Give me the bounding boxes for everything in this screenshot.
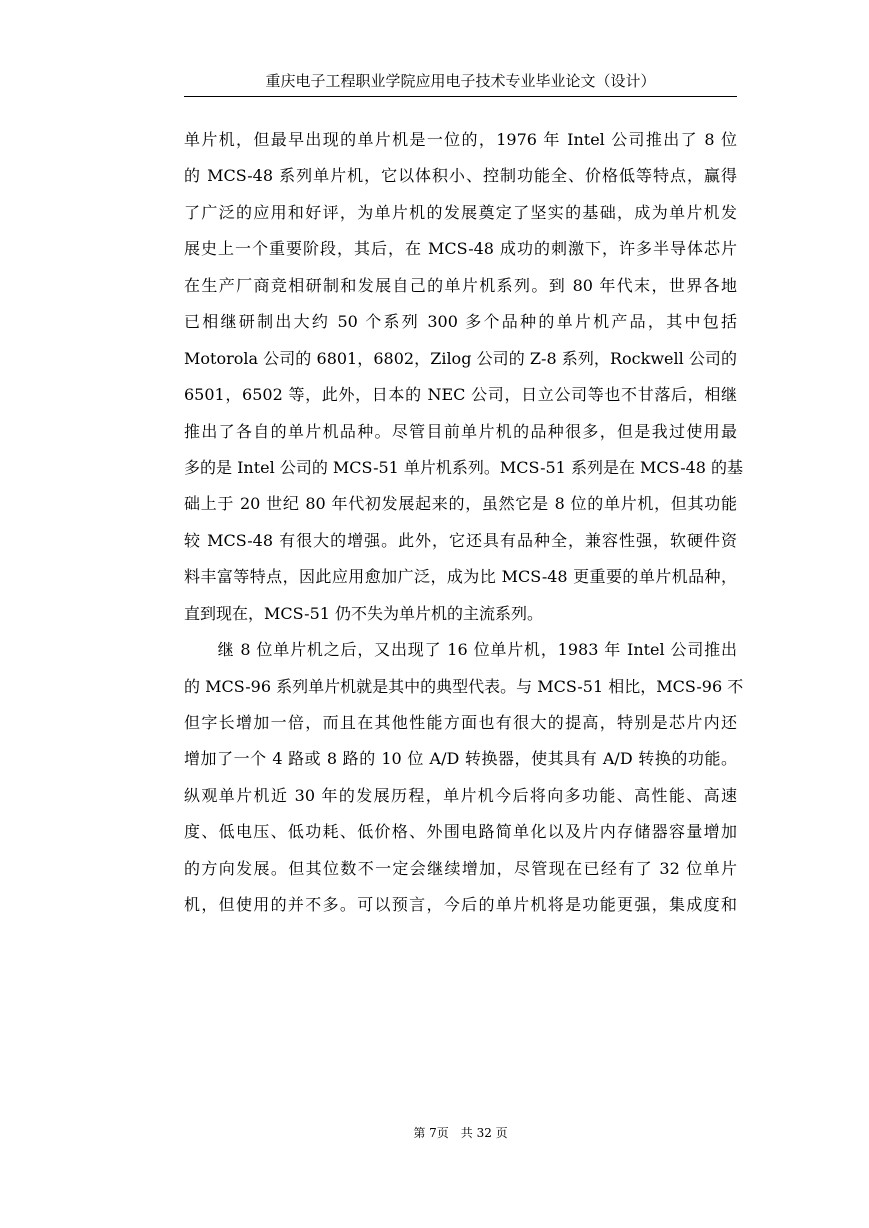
- text-line: 纵观单片机近 30 年的发展历程，单片机今后将向多功能、高性能、高速: [184, 785, 737, 805]
- text-line: 机，但使用的并不多。可以预言，今后的单片机将是功能更强，集成度和: [184, 895, 737, 915]
- body-text: [184, 122, 744, 924]
- page-number: 第 7页 共 32 页: [413, 1126, 508, 1140]
- page-footer: [184, 1124, 737, 1142]
- page-header: [184, 70, 737, 97]
- text-line: 展史上一个重要阶段，其后，在 MCS-48 成功的刺激下，许多半导体芯片: [184, 239, 737, 259]
- text-line: Motorola 公司的 6801，6802，Zilog 公司的 Z-8 系列，Rockwell 公司的: [184, 348, 737, 368]
- text-line: 增加了一个 4 路或 8 路的 10 位 A/D 转换器，使其具有 A/D 转换的功能。: [184, 749, 737, 769]
- text-line: 推出了各自的单片机品种。尽管目前单片机的品种很多，但是我过使用最: [184, 421, 737, 441]
- text-line: 的 MCS-48 系列单片机，它以体积小、控制功能全、价格低等特点，赢得: [184, 166, 737, 186]
- text-line: 单片机，但最早出现的单片机是一位的，1976 年 Intel 公司推出了 8 位: [184, 130, 737, 149]
- text-line: 已相继研制出大约 50 个系列 300 多个品种的单片机产品，其中包括: [184, 312, 737, 332]
- text-line: 多的是 Intel 公司的 MCS-51 单片机系列。MCS-51 系列是在 MCS-48 的基: [184, 457, 744, 477]
- text-line: 继 8 位单片机之后，又出现了 16 位单片机，1983 年 Intel 公司推出: [184, 640, 737, 660]
- text-line: 的 MCS-96 系列单片机就是其中的典型代表。与 MCS-51 相比，MCS-96 不: [184, 676, 744, 696]
- text-line: 直到现在，MCS-51 仍不失为单片机的主流系列。: [184, 603, 544, 623]
- text-line: 6501，6502 等，此外，日本的 NEC 公司，日立公司等也不甘落后，相继: [184, 385, 737, 405]
- text-line: 础上于 20 世纪 80 年代初发展起来的，虽然它是 8 位的单片机，但其功能: [184, 494, 737, 514]
- text-line: 的方向发展。但其位数不一定会继续增加，尽管现在已经有了 32 位单片: [184, 858, 737, 878]
- header-title: 重庆电子工程职业学院应用电子技术专业毕业论文（设计）: [265, 72, 656, 90]
- text-line: 但字长增加一倍，而且在其他性能方面也有很大的提高，特别是芯片内还: [184, 713, 737, 732]
- text-line: 料丰富等特点，因此应用愈加广泛，成为比 MCS-48 更重要的单片机品种，: [184, 567, 737, 587]
- text-line: 较 MCS-48 有很大的增强。此外，它还具有品种全，兼容性强，软硬件资: [184, 530, 737, 550]
- text-line: 了广泛的应用和好评，为单片机的发展奠定了坚实的基础，成为单片机发: [184, 202, 737, 222]
- text-line: 度、低电压、低功耗、低价格、外围电路简单化以及片内存储器容量增加: [184, 822, 737, 842]
- text-line: 在生产厂商竞相研制和发展自己的单片机系列。到 80 年代末，世界各地: [184, 275, 737, 295]
